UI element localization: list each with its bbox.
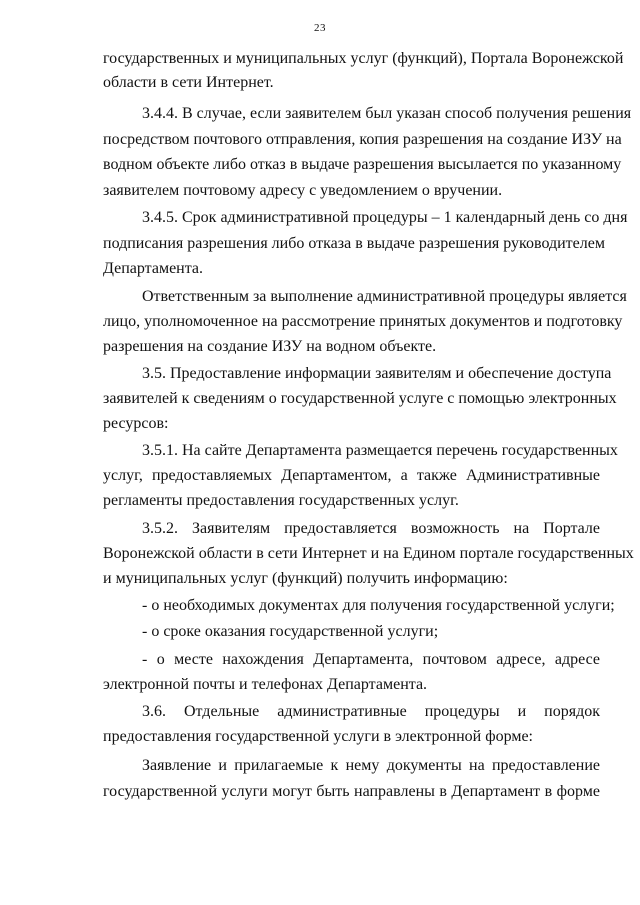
text-line: 3.4.5. Срок административной процедуры – 1 календарный день со дня (142, 209, 628, 226)
text-line: Заявление и прилагаемые к нему документы на предоставление (142, 757, 600, 774)
text-line: 3.5.1. На сайте Департамента размещается перечень государственных (142, 442, 618, 459)
text-line: 3.5. Предоставление информации заявителям и обеспечение доступа (142, 365, 612, 382)
text-line: государственной услуги могут быть направлены в Департамент в форме (103, 783, 600, 800)
text-line: посредством почтового отправления, копия разрешения на создание ИЗУ на (103, 131, 622, 148)
text-line: 3.4.4. В случае, если заявителем был указан способ получения решения (142, 105, 632, 122)
text-line: заявителем почтовому адресу с уведомлением о вручении. (103, 182, 503, 199)
text-line: Департамента. (103, 260, 204, 277)
text-line: ресурсов: (103, 415, 169, 432)
text-line: заявителей к сведениям о государственной услуге с помощью электронных (103, 390, 617, 407)
list-item: - о месте нахождения Департамента, почтовом адресе, адресе (142, 651, 600, 668)
text-line: водном объекте либо отказ в выдаче разрешения высылается по указанному (103, 156, 622, 173)
page-number: 23 (314, 22, 326, 34)
text-line: 3.6. Отдельные административные процедуры и порядок (142, 703, 600, 720)
text-line: 3.5.2. Заявителям предоставляется возможность на Портале (142, 520, 600, 537)
text-line: предоставления государственной услуги в электронной форме: (103, 728, 533, 745)
text-line: услуг, предоставляемых Департаментом, а также Административные (103, 467, 600, 484)
text-line: регламенты предоставления государственных услуг. (103, 492, 459, 509)
list-item: - о необходимых документах для получения государственной услуги; (142, 597, 615, 614)
text-line: области в сети Интернет. (103, 74, 274, 91)
text-line: Ответственным за выполнение административной процедуры является (142, 288, 627, 305)
text-line: разрешения на создание ИЗУ на водном объекте. (103, 338, 437, 355)
list-item: - о сроке оказания государственной услуги; (142, 623, 439, 640)
text-line: электронной почты и телефонах Департамента. (103, 676, 428, 693)
text-line: государственных и муниципальных услуг (функций), Портала Воронежской (103, 50, 624, 67)
text-line: Воронежской области в сети Интернет и на Едином портале государственных (103, 545, 634, 562)
text-line: лицо, уполномоченное на рассмотрение принятых документов и подготовку (103, 313, 623, 330)
text-line: и муниципальных услуг (функций) получить информацию: (103, 570, 508, 587)
text-line: подписания разрешения либо отказа в выдаче разрешения руководителем (103, 235, 605, 252)
